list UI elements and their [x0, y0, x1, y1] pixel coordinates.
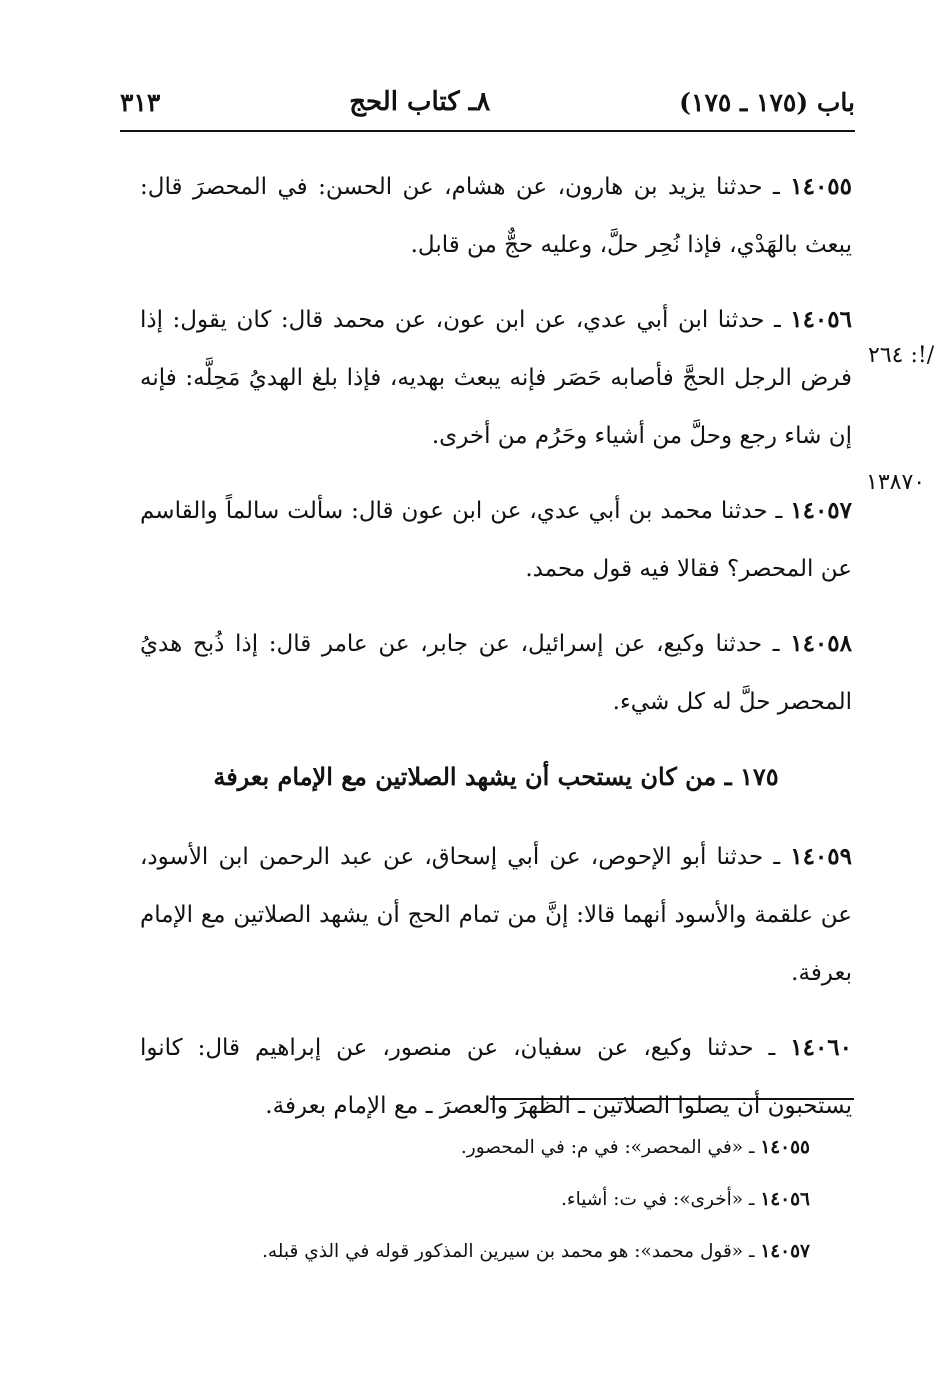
page-number: ٣١٣: [120, 87, 161, 117]
footnote-14057: [170, 1226, 810, 1278]
footnote-14056: [170, 1174, 810, 1226]
header-rule: [120, 130, 855, 132]
hadith-14060: [140, 1019, 852, 1135]
book-title: ٨ـ كتاب الحج: [349, 87, 491, 117]
hadith-text: ـ حدثنا وكيع، عن إسرائيل، عن جابر، عن عامر قال: إذا ذُبح هديُ المحصر حلَّ له كل شيء.: [140, 631, 852, 715]
margin-note-number: ١٣٨٧٠: [866, 470, 926, 495]
chapter-reference: باب (١٧٥ ـ ١٧٥): [679, 87, 855, 117]
footnotes: [170, 1122, 810, 1278]
section-heading: ١٧٥ ـ من كان يستحب أن يشهد الصلاتين مع الإمام بعرفة: [213, 762, 779, 791]
footnote-text: ـ «قول محمد»: هو محمد بن سيرين المذكور قوله في الذي قبله.: [262, 1241, 755, 1262]
footnote-number: ١٤٠٥٧: [760, 1241, 810, 1262]
hadith-14059: [140, 828, 852, 1002]
hadith-text: ـ حدثنا يزيد بن هارون، عن هشام، عن الحسن: في المحصرَ قال: يبعث بالهَدْي، فإذا نُحِر حلَّ، وعليه حجٌّ من قابل.: [140, 174, 852, 258]
hadith-number: ١٤٠٦٠: [790, 1034, 853, 1061]
hadith-number: ١٤٠٥٨: [790, 630, 852, 657]
main-text: [140, 158, 852, 1152]
footnote-rule: [490, 1098, 854, 1100]
footnote-text: ـ «في المحصر»: في م: في المحصور.: [460, 1137, 755, 1158]
hadith-14055: [140, 158, 852, 274]
hadith-14057: [140, 482, 852, 598]
hadith-number: ١٤٠٥٥: [790, 173, 853, 200]
hadith-text: ـ حدثنا أبو الإحوص، عن أبي إسحاق، عن عبد الرحمن ابن الأسود، عن علقمة والأسود أنهما قالا: إنَّ من تمام الحج أن يشهد الصلاتين مع الإمام بعرفة.: [140, 844, 852, 986]
hadith-text: ـ حدثنا ابن أبي عدي، عن ابن عون، عن محمد قال: كان يقول: إذا فرض الرجل الحجَّ فأصابه حَصَر فإنه يبعث بهديه، فإذا بلغ الهديُ مَحِلَّه: فإنه إن شاء رجع وحلَّ من أشياء وحَرُم من أخرى.: [140, 307, 852, 449]
hadith-number: ١٤٠٥٧: [790, 497, 853, 524]
hadith-text: ـ حدثنا وكيع، عن سفيان، عن منصور، عن إبراهيم قال: كانوا يستحبون أن يصلوا الصلاتين ـ الظهرَ والعصرَ ـ مع الإمام بعرفة.: [140, 1035, 852, 1119]
footnote-number: ١٤٠٥٦: [760, 1189, 810, 1210]
footnote-text: ـ «أخرى»: في ت: أشياء.: [560, 1189, 755, 1210]
hadith-14056: [140, 291, 852, 465]
footnote-14055: [170, 1122, 810, 1174]
hadith-text: ـ حدثنا محمد بن أبي عدي، عن ابن عون قال: سألت سالماً والقاسم عن المحصر؟ فقالا فيه قول محمد.: [140, 498, 852, 582]
hadith-number: ١٤٠٥٦: [790, 306, 852, 333]
footnote-number: ١٤٠٥٥: [760, 1137, 810, 1158]
margin-note-volume: /!: ٢٦٤: [868, 343, 935, 368]
hadith-number: ١٤٠٥٩: [790, 843, 852, 870]
page-header: [120, 82, 855, 122]
hadith-14058: [140, 615, 852, 731]
